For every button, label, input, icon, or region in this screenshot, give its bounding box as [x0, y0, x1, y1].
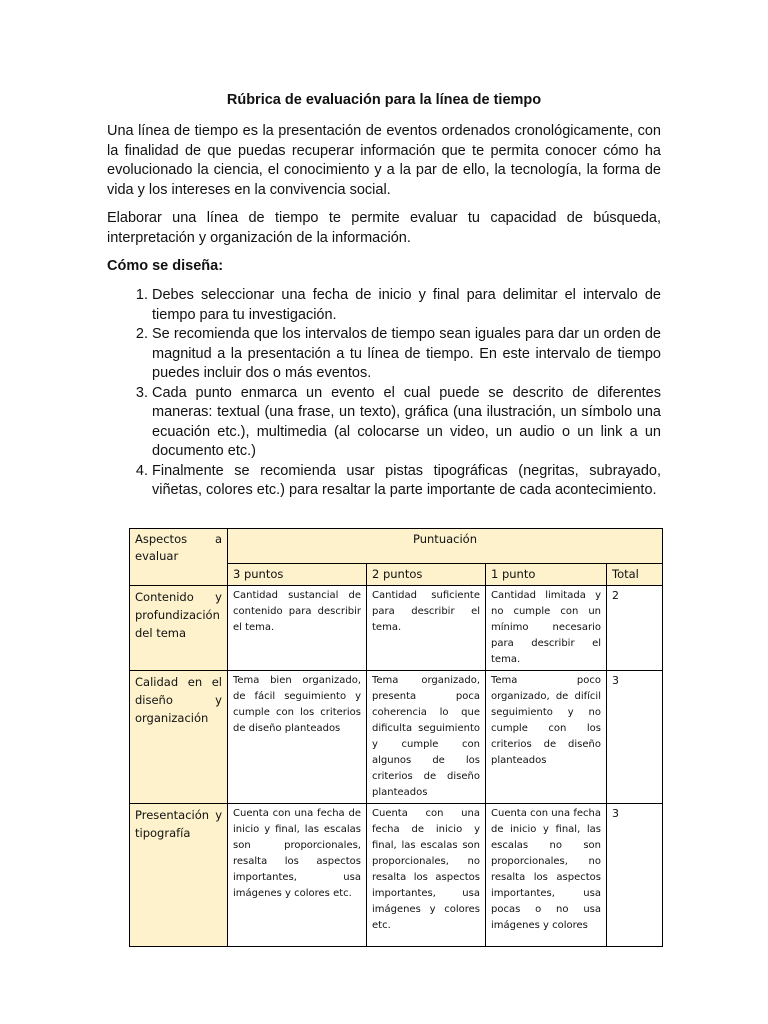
- aspect-cell: Presentación y tipografía: [130, 804, 228, 947]
- score-2-cell: Tema organizado, presenta poca coherencia lo que dificulta seguimiento y cumple con algunos de los criterios de diseño planteados: [367, 671, 486, 804]
- intro-paragraph: Una línea de tiempo es la presentación de eventos ordenados cronológicamente, con la finalidad de que puedas recuperar información que te permita conocer cómo ha evolucionado la ciencia, el conocimiento y a la par de ello, la tecnología, la forma de vida y los intereses en la convivencia social.: [107, 123, 661, 198]
- section-heading: Cómo se diseña:: [107, 258, 224, 274]
- total-cell: 2: [607, 586, 663, 671]
- purpose-paragraph: Elaborar una línea de tiempo te permite evaluar tu capacidad de búsqueda, interpretación y organización de la información.: [107, 210, 661, 246]
- aspect-cell: Contenido y profundización del tema: [130, 586, 228, 671]
- score-1-cell: Tema poco organizado, de difícil seguimiento y no cumple con los criterios de diseño planteados: [486, 671, 607, 804]
- total-cell: 3: [607, 804, 663, 947]
- table-row: [130, 671, 663, 804]
- list-item: 1. Debes seleccionar una fecha de inicio y final para delimitar el intervalo de tiempo para tu investigación.: [152, 286, 661, 325]
- column-header: 3 puntos: [228, 564, 367, 586]
- total-cell: 3: [607, 671, 663, 804]
- score-2-cell: Cantidad suficiente para describir el tema.: [367, 586, 486, 671]
- list-item: 2. Se recomienda que los intervalos de tiempo sean iguales para dar un orden de magnitud a la presentación a tu línea de tiempo. En este intervalo de tiempo puedes incluir dos o más eventos.: [152, 325, 661, 384]
- score-1-cell: Cuenta con una fecha de inicio y final, las escalas no son proporcionales, no resalta los aspectos importantes, usa pocas o no usa imágenes y colores: [486, 804, 607, 947]
- score-header: Puntuación: [228, 529, 663, 564]
- column-header: 1 punto: [486, 564, 607, 586]
- document-title: Rúbrica de evaluación para la línea de tiempo: [226, 92, 542, 108]
- score-1-cell: Cantidad limitada y no cumple con un mínimo necesario para describir el tema.: [486, 586, 607, 671]
- score-3-cell: Cantidad sustancial de contenido para describir el tema.: [228, 586, 367, 671]
- list-item: 4. Finalmente se recomienda usar pistas tipográficas (negritas, subrayado, viñetas, colores etc.) para resaltar la parte importante de cada acontecimiento.: [152, 462, 661, 501]
- score-2-cell: Cuenta con una fecha de inicio y final, las escalas son proporcionales, no resalta los aspectos importantes, usa imágenes y colores etc.: [367, 804, 486, 947]
- design-steps-list: [107, 286, 661, 501]
- aspects-header: Aspectos a evaluar: [130, 529, 228, 586]
- table-row: [130, 804, 663, 947]
- rubric-table: [129, 528, 663, 947]
- column-header: Total: [607, 564, 663, 586]
- score-3-cell: Tema bien organizado, de fácil seguimiento y cumple con los criterios de diseño planteados: [228, 671, 367, 804]
- table-row: [130, 586, 663, 671]
- list-item: 3. Cada punto enmarca un evento el cual puede se descrito de diferentes maneras: textual (una frase, un texto), gráfica (una ilustración, un símbolo una ecuación etc.), multimedia (al colocarse un video, un audio o un link a un documento etc.): [152, 384, 661, 462]
- column-header: 2 puntos: [367, 564, 486, 586]
- score-3-cell: Cuenta con una fecha de inicio y final, las escalas son proporcionales, resalta los aspectos importantes, usa imágenes y colores etc.: [228, 804, 367, 947]
- table-header-row: [130, 529, 663, 564]
- aspect-cell: Calidad en el diseño y organización: [130, 671, 228, 804]
